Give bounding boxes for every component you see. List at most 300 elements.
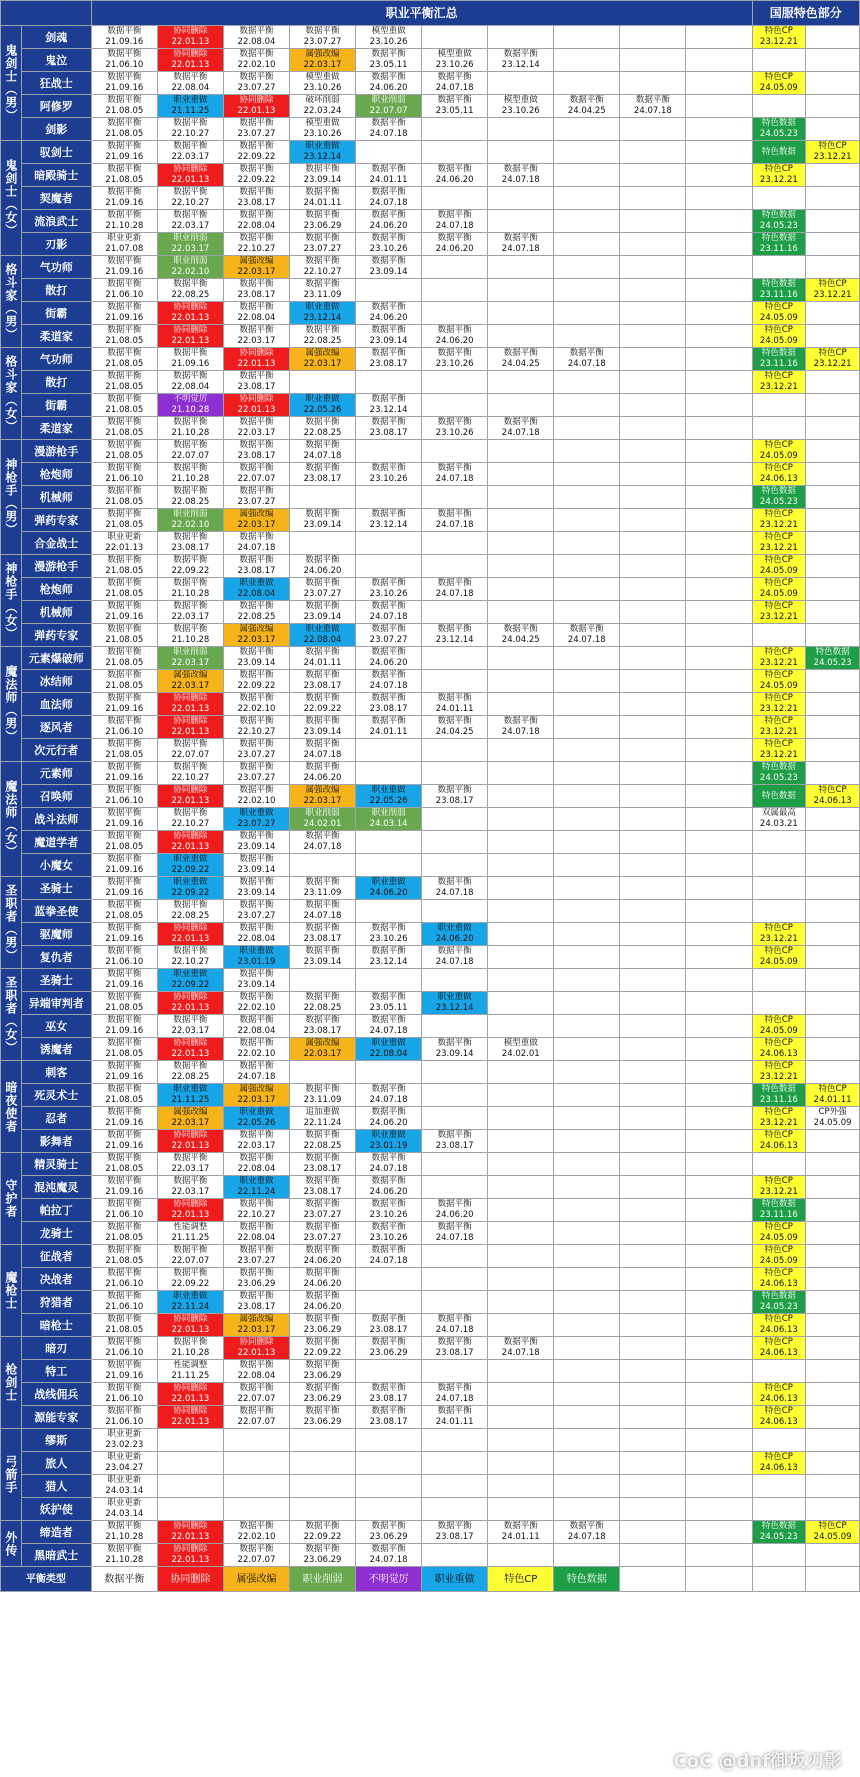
cn-date: 24.05.09: [759, 1256, 798, 1266]
balance-cell: [488, 1521, 554, 1544]
empty-cell: [806, 95, 860, 118]
balance-type: 协同删除: [239, 394, 274, 404]
balance-cell: [91, 1314, 157, 1337]
balance-type: 职业削弱: [173, 647, 208, 657]
table-row: [1, 1153, 860, 1176]
cn-type: 特色CP: [818, 279, 847, 289]
balance-type: 数据平衡: [107, 969, 142, 979]
balance-cell: [157, 1406, 223, 1429]
job-name: 魔道学者: [21, 831, 91, 854]
balance-cell: [157, 1521, 223, 1544]
cn-cell: [752, 371, 806, 394]
cn-cell: [752, 1015, 806, 1038]
balance-type: 数据平衡: [107, 762, 142, 772]
empty-cell: [554, 1084, 620, 1107]
empty-cell: [806, 302, 860, 325]
table-row: [1, 141, 860, 164]
balance-cell: [290, 1153, 356, 1176]
balance-date: 23.12.14: [303, 313, 342, 323]
balance-cell: [290, 555, 356, 578]
empty-cell: [806, 509, 860, 532]
balance-type: 数据平衡: [371, 417, 406, 427]
balance-date: 23.07.27: [237, 497, 276, 507]
balance-date: 22.01.13: [237, 1348, 276, 1358]
balance-type: 数据平衡: [437, 1383, 472, 1393]
empty-cell: [356, 1360, 422, 1383]
class-group-label: 圣职者（女）: [1, 969, 22, 1061]
balance-date: 22.03.17: [237, 428, 276, 438]
balance-cell: [157, 578, 223, 601]
job-name: 诱魔者: [21, 1038, 91, 1061]
balance-cell: [91, 716, 157, 739]
balance-type: 数据平衡: [371, 302, 406, 312]
balance-type: 破坏削弱: [305, 95, 340, 105]
cn-date: 24.05.09: [759, 681, 798, 691]
balance-date: 24.07.18: [369, 129, 408, 139]
balance-date: 23.08.17: [303, 1164, 342, 1174]
balance-date: 22.08.25: [171, 1072, 210, 1082]
balance-cell: [356, 187, 422, 210]
balance-type: 职业更新: [107, 1475, 142, 1485]
balance-type: 数据平衡: [239, 371, 274, 381]
balance-date: 21.10.28: [171, 635, 210, 645]
empty-cell: [620, 1038, 686, 1061]
empty-cell: [422, 532, 488, 555]
balance-type: 数据平衡: [239, 1199, 274, 1209]
empty-cell: [686, 854, 752, 877]
empty-cell: [806, 1406, 860, 1429]
balance-date: 24.06.20: [369, 658, 408, 668]
empty-cell: [686, 946, 752, 969]
balance-type: 数据平衡: [107, 1222, 142, 1232]
balance-cell: [422, 992, 488, 1015]
empty-cell: [488, 1245, 554, 1268]
cn-cell: [752, 946, 806, 969]
empty-cell: [554, 1337, 620, 1360]
balance-cell: [290, 210, 356, 233]
balance-cell: [91, 72, 157, 95]
balance-type: 数据平衡: [173, 440, 208, 450]
balance-date: 21.08.05: [105, 1164, 144, 1174]
balance-type: 数据平衡: [305, 1153, 340, 1163]
balance-date: 22.08.04: [369, 1049, 408, 1059]
balance-date: 24.01.11: [303, 658, 342, 668]
balance-date: 22.11.24: [237, 1187, 276, 1197]
balance-cell: [223, 647, 289, 670]
balance-cell: [223, 1084, 289, 1107]
balance-date: 21.08.05: [105, 106, 144, 116]
empty-cell: [620, 1314, 686, 1337]
empty-cell: [356, 141, 422, 164]
empty-cell: [806, 877, 860, 900]
balance-type: 数据平衡: [173, 210, 208, 220]
balance-cell: [157, 693, 223, 716]
empty-cell: [620, 1222, 686, 1245]
empty-cell: [290, 1429, 356, 1452]
cn-cell: [752, 670, 806, 693]
table-row: [1, 509, 860, 532]
balance-type: 不明觉厉: [173, 394, 208, 404]
balance-cell: [488, 49, 554, 72]
empty-cell: [620, 1567, 686, 1592]
empty-cell: [422, 601, 488, 624]
job-name: 精灵骑士: [21, 1153, 91, 1176]
balance-date: 22.10.27: [171, 773, 210, 783]
table-row: [1, 739, 860, 762]
empty-cell: [620, 1176, 686, 1199]
balance-type: 数据平衡: [371, 187, 406, 197]
balance-cell: [91, 440, 157, 463]
balance-date: 22.01.13: [105, 543, 144, 553]
balance-type: 数据平衡: [239, 417, 274, 427]
job-name: 刃影: [21, 233, 91, 256]
balance-cell: [488, 716, 554, 739]
empty-cell: [356, 371, 422, 394]
balance-type: 数据平衡: [107, 141, 142, 151]
balance-cell: [91, 463, 157, 486]
balance-type: 数据平衡: [173, 1268, 208, 1278]
empty-cell: [356, 1061, 422, 1084]
balance-date: 24.06.20: [435, 934, 474, 944]
empty-cell: [488, 1222, 554, 1245]
balance-date: 23.08.17: [435, 1532, 474, 1542]
empty-cell: [620, 325, 686, 348]
balance-cell: [157, 463, 223, 486]
job-name: 元素师: [21, 762, 91, 785]
balance-type: 数据平衡: [437, 693, 472, 703]
balance-cell: [223, 877, 289, 900]
balance-cell: [157, 440, 223, 463]
empty-cell: [686, 693, 752, 716]
balance-type: 数据平衡: [239, 118, 274, 128]
balance-type: 数据平衡: [371, 693, 406, 703]
empty-cell: [290, 532, 356, 555]
class-group-label: 神枪手（女）: [1, 555, 22, 647]
balance-type: 协同删除: [239, 95, 274, 105]
balance-type: 数据平衡: [305, 1268, 340, 1278]
balance-cell: [356, 509, 422, 532]
balance-cell: [356, 164, 422, 187]
balance-cell: [290, 141, 356, 164]
cn-type: 特色CP: [764, 1222, 793, 1232]
balance-type: 数据平衡: [173, 187, 208, 197]
balance-cell: [157, 279, 223, 302]
empty-cell: [806, 670, 860, 693]
balance-cell: [422, 1199, 488, 1222]
empty-cell: [686, 969, 752, 992]
balance-cell: [356, 624, 422, 647]
cn-cell: [752, 164, 806, 187]
balance-type: 模型重做: [305, 118, 340, 128]
empty-cell: [554, 693, 620, 716]
balance-date: 24.07.18: [369, 198, 408, 208]
empty-cell: [488, 394, 554, 417]
balance-date: 22.07.07: [237, 474, 276, 484]
cn-cell: [752, 118, 806, 141]
cn-type: 特色CP: [764, 647, 793, 657]
balance-type: 数据平衡: [437, 210, 472, 220]
balance-date: 24.06.20: [303, 1279, 342, 1289]
balance-cell: [290, 785, 356, 808]
cn-cell: [752, 302, 806, 325]
balance-date: 21.06.10: [105, 60, 144, 70]
balance-cell: [422, 624, 488, 647]
empty-cell: [554, 141, 620, 164]
table-row: [1, 1015, 860, 1038]
balance-cell: [157, 532, 223, 555]
cn-date: 23.11.16: [759, 244, 798, 254]
balance-cell: [157, 371, 223, 394]
balance-type: 数据平衡: [107, 210, 142, 220]
table-row: [1, 1176, 860, 1199]
empty-cell: [806, 394, 860, 417]
cn-type: 特色CP: [764, 555, 793, 565]
balance-cell: [91, 1429, 157, 1452]
balance-date: 23.08.17: [369, 704, 408, 714]
cn-cell: [752, 1130, 806, 1153]
empty-cell: [422, 256, 488, 279]
balance-date: 24.06.20: [435, 175, 474, 185]
balance-date: 24.07.18: [501, 175, 540, 185]
balance-type: 协同删除: [173, 1521, 208, 1531]
balance-cell: [157, 95, 223, 118]
balance-date: 22.03.17: [171, 1164, 210, 1174]
empty-cell: [806, 256, 860, 279]
empty-cell: [554, 49, 620, 72]
job-name: 混沌魔灵: [21, 1176, 91, 1199]
balance-cell: [91, 670, 157, 693]
balance-date: 24.06.20: [303, 773, 342, 783]
balance-date: 23.10.26: [435, 359, 474, 369]
balance-date: 24.07.18: [303, 451, 342, 461]
balance-type: 数据平衡: [239, 325, 274, 335]
balance-cell: [223, 969, 289, 992]
cn-type: 特色数据: [761, 1084, 796, 1094]
cn-date: 24.05.23: [759, 129, 798, 139]
balance-date: 22.01.13: [171, 60, 210, 70]
balance-date: 23.09.14: [237, 980, 276, 990]
balance-date: 24.07.18: [435, 1325, 474, 1335]
balance-type: 数据平衡: [305, 417, 340, 427]
balance-type: 数据平衡: [437, 509, 472, 519]
balance-cell: [157, 1222, 223, 1245]
balance-date: 23.09.14: [303, 957, 342, 967]
empty-cell: [686, 49, 752, 72]
empty-cell: [620, 1268, 686, 1291]
empty-cell: [806, 1130, 860, 1153]
balance-cell: [223, 578, 289, 601]
balance-cell: [157, 739, 223, 762]
cn-date: 24.06.13: [759, 1279, 798, 1289]
balance-cell: [422, 463, 488, 486]
balance-type: 职业重做: [371, 785, 406, 795]
balance-cell: [223, 739, 289, 762]
empty-cell: [620, 440, 686, 463]
balance-cell: [223, 233, 289, 256]
balance-cell: [223, 440, 289, 463]
balance-type: 数据平衡: [239, 141, 274, 151]
empty-cell: [620, 164, 686, 187]
empty-cell: [554, 1429, 620, 1452]
empty-cell: [488, 992, 554, 1015]
balance-type: 协同删除: [173, 1383, 208, 1393]
cn-cell: [752, 210, 806, 233]
balance-type: 职业削弱: [173, 256, 208, 266]
empty-cell: [686, 210, 752, 233]
balance-date: 23.08.17: [369, 359, 408, 369]
balance-type: 职业重做: [371, 1038, 406, 1048]
empty-cell: [223, 1475, 289, 1498]
balance-type: 数据平衡: [437, 72, 472, 82]
cn-date: 24.05.09: [759, 589, 798, 599]
balance-cell: [223, 762, 289, 785]
empty-cell: [488, 532, 554, 555]
balance-date: 23.08.17: [435, 1141, 474, 1151]
balance-cell: [157, 923, 223, 946]
empty-cell: [488, 578, 554, 601]
balance-date: 23.08.17: [237, 382, 276, 392]
job-name: 元素爆破师: [21, 647, 91, 670]
balance-type: 数据平衡: [239, 1406, 274, 1416]
table-row: [1, 601, 860, 624]
empty-cell: [806, 463, 860, 486]
balance-date: 24.07.18: [303, 842, 342, 852]
job-name: 弹药专家: [21, 509, 91, 532]
balance-date: 23.09.14: [369, 336, 408, 346]
empty-cell: [686, 1567, 752, 1592]
balance-date: 23.10.26: [303, 129, 342, 139]
job-name: 血法师: [21, 693, 91, 716]
balance-cell: [290, 808, 356, 831]
empty-cell: [554, 762, 620, 785]
cn-cell: [752, 647, 806, 670]
balance-type: 协同删除: [173, 992, 208, 1002]
balance-cell: [157, 647, 223, 670]
balance-cell: [290, 325, 356, 348]
balance-date: 21.09.16: [105, 934, 144, 944]
balance-type: 属强改编: [239, 624, 274, 634]
empty-cell: [554, 647, 620, 670]
balance-type: 协同删除: [173, 1314, 208, 1324]
balance-cell: [157, 302, 223, 325]
balance-cell: [223, 1199, 289, 1222]
table-row: [1, 670, 860, 693]
cn-date: 24.05.23: [759, 497, 798, 507]
balance-date: 21.06.10: [105, 1348, 144, 1358]
balance-date: 24.07.18: [501, 1348, 540, 1358]
empty-cell: [620, 532, 686, 555]
balance-date: 22.07.07: [171, 750, 210, 760]
balance-date: 23.06.29: [303, 1417, 342, 1427]
balance-date: 22.03.17: [303, 796, 342, 806]
empty-cell: [554, 279, 620, 302]
empty-cell: [488, 854, 554, 877]
balance-cell: [356, 463, 422, 486]
empty-cell: [686, 164, 752, 187]
balance-type: 数据平衡: [503, 624, 538, 634]
empty-cell: [752, 1429, 806, 1452]
balance-cell: [290, 624, 356, 647]
balance-cell: [356, 233, 422, 256]
cn-type: 特色数据: [761, 279, 796, 289]
balance-cell: [554, 1521, 620, 1544]
job-name: 影舞者: [21, 1130, 91, 1153]
balance-cell: [157, 785, 223, 808]
empty-cell: [620, 670, 686, 693]
table-row: [1, 302, 860, 325]
balance-type: 数据平衡: [305, 1291, 340, 1301]
empty-cell: [806, 1153, 860, 1176]
balance-date: 24.03.14: [105, 1486, 144, 1496]
empty-cell: [290, 486, 356, 509]
balance-date: 22.03.17: [171, 612, 210, 622]
legend-item: 特色数据: [554, 1567, 620, 1592]
balance-date: 24.04.25: [501, 359, 540, 369]
balance-cell: [223, 785, 289, 808]
empty-cell: [488, 946, 554, 969]
balance-cell: [91, 1337, 157, 1360]
legend-item: 职业削弱: [290, 1567, 356, 1592]
cn-date: 24.05.23: [759, 773, 798, 783]
balance-date: 22.08.04: [237, 1371, 276, 1381]
balance-type: 职业重做: [305, 624, 340, 634]
cn-type: 特色数据: [761, 1521, 796, 1531]
empty-cell: [686, 1429, 752, 1452]
balance-cell: [290, 509, 356, 532]
balance-date: 22.03.17: [303, 60, 342, 70]
balance-type: 数据平衡: [107, 647, 142, 657]
balance-cell: [91, 578, 157, 601]
balance-cell: [554, 95, 620, 118]
legend-item: 职业重做: [422, 1567, 488, 1592]
balance-date: 23.11.09: [303, 888, 342, 898]
empty-cell: [488, 1314, 554, 1337]
balance-date: 21.08.05: [105, 336, 144, 346]
balance-date: 21.11.25: [171, 1371, 210, 1381]
empty-cell: [554, 877, 620, 900]
empty-cell: [488, 831, 554, 854]
balance-cell: [157, 555, 223, 578]
balance-cell: [223, 325, 289, 348]
balance-date: 24.07.18: [435, 888, 474, 898]
balance-date: 22.09.22: [171, 865, 210, 875]
empty-cell: [620, 1015, 686, 1038]
balance-type: 数据平衡: [569, 1521, 604, 1531]
balance-cell: [157, 1061, 223, 1084]
empty-cell: [752, 256, 806, 279]
cn-date: 23.12.21: [759, 727, 798, 737]
cn-date: 23.12.21: [759, 543, 798, 553]
empty-cell: [686, 1360, 752, 1383]
balance-type: 数据平衡: [503, 49, 538, 59]
empty-cell: [806, 486, 860, 509]
balance-type: 数据平衡: [437, 1406, 472, 1416]
empty-cell: [422, 854, 488, 877]
empty-cell: [806, 371, 860, 394]
empty-cell: [620, 463, 686, 486]
empty-cell: [806, 187, 860, 210]
balance-cell: [157, 1199, 223, 1222]
balance-date: 21.08.05: [105, 175, 144, 185]
empty-cell: [488, 1061, 554, 1084]
balance-type: 数据平衡: [239, 555, 274, 565]
empty-cell: [686, 417, 752, 440]
balance-date: 21.09.16: [105, 612, 144, 622]
empty-cell: [806, 417, 860, 440]
balance-type: 模型重做: [305, 72, 340, 82]
balance-cell: [290, 1383, 356, 1406]
balance-type: 数据平衡: [173, 118, 208, 128]
